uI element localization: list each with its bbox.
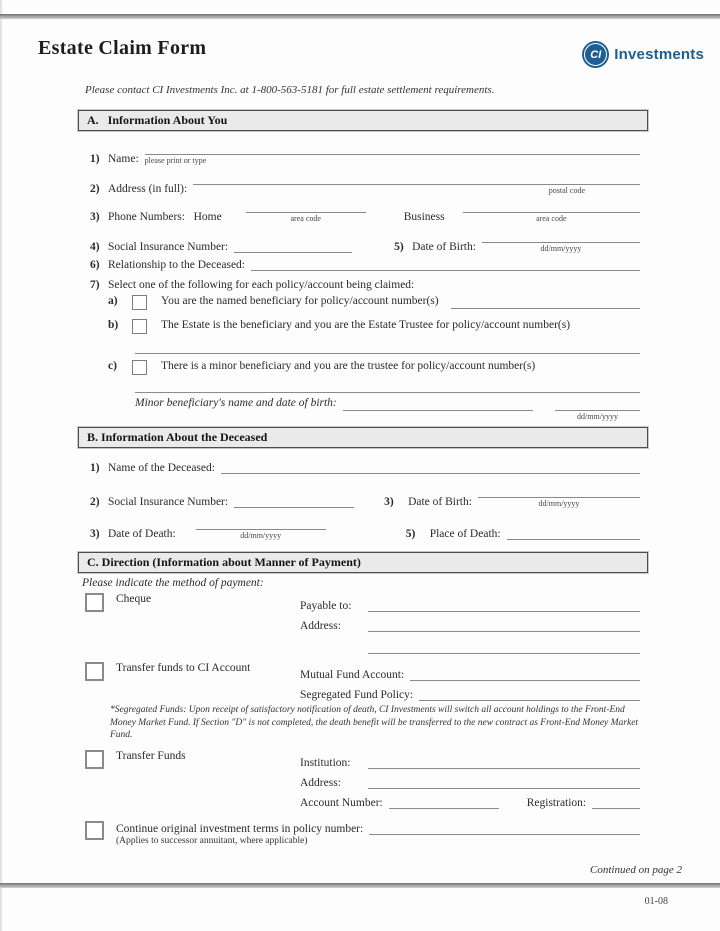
logo-wordmark: Investments bbox=[614, 46, 704, 63]
registration-label: Registration: bbox=[526, 796, 587, 809]
continued-note: Continued on page 2 bbox=[590, 863, 682, 876]
transfer-ci-row bbox=[85, 662, 640, 681]
item-number: 5) bbox=[405, 528, 416, 540]
segregated-fund-input-line[interactable] bbox=[419, 687, 640, 701]
sin-dob-row bbox=[90, 229, 640, 253]
home-phone-input-line[interactable] bbox=[246, 199, 366, 213]
minor-beneficiary-label: Minor beneficiary's name and date of birth: bbox=[135, 397, 337, 409]
mutual-fund-input-line[interactable] bbox=[410, 667, 640, 681]
item-number: 2) bbox=[90, 183, 100, 195]
deceased-name-input-line[interactable] bbox=[221, 460, 640, 474]
cheque-address-input-line[interactable] bbox=[368, 618, 640, 632]
payment-method-instruction: Please indicate the method of payment: bbox=[82, 577, 264, 589]
cheque-row bbox=[85, 593, 640, 612]
item-number: 3) bbox=[90, 528, 100, 540]
form-code: 01-08 bbox=[644, 895, 668, 907]
payable-to-label: Payable to: bbox=[300, 600, 352, 612]
item-number: 2) bbox=[90, 496, 100, 508]
item-number: 5) bbox=[394, 241, 404, 253]
successor-annuitant-note: (Applies to successor annuitant, where applicable) bbox=[116, 835, 308, 846]
transfer-funds-label: Transfer Funds bbox=[116, 749, 186, 762]
option-c-policy-line[interactable] bbox=[135, 379, 640, 393]
deceased-dob-label: Date of Birth: bbox=[408, 496, 472, 508]
place-of-death-label: Place of Death: bbox=[429, 528, 501, 540]
contact-instruction: Please contact CI Investments Inc. at 1-800-563-5181 for full estate settlement requirements. bbox=[85, 84, 495, 96]
option-b-row bbox=[108, 319, 640, 334]
select-intro-row bbox=[90, 279, 640, 291]
date-of-death-input-line[interactable] bbox=[196, 516, 326, 530]
area-code-hint: area code bbox=[290, 214, 321, 223]
date-format-hint: dd/mm/yyyy bbox=[240, 531, 282, 540]
item-number: 3) bbox=[90, 211, 100, 223]
transfer-funds-row bbox=[85, 750, 640, 769]
name-hint: please print or type bbox=[144, 156, 207, 165]
segregated-fund-label: Segregated Fund Policy: bbox=[300, 689, 414, 701]
address-row bbox=[90, 171, 640, 195]
cheque-checkbox[interactable] bbox=[85, 593, 104, 612]
top-divider-bar bbox=[0, 14, 720, 19]
transfer-address-input-line[interactable] bbox=[368, 775, 640, 789]
option-a-row bbox=[108, 295, 640, 311]
option-c-checkbox[interactable] bbox=[132, 360, 147, 375]
deceased-name-row bbox=[90, 460, 640, 474]
dob-label: Date of Birth: bbox=[412, 241, 476, 253]
option-letter: a) bbox=[108, 295, 118, 307]
option-b-checkbox[interactable] bbox=[132, 319, 147, 334]
relationship-row bbox=[90, 257, 640, 271]
institution-label: Institution: bbox=[300, 756, 351, 769]
page-header bbox=[38, 37, 704, 71]
select-instruction: Select one of the following for each policy/account being claimed: bbox=[108, 279, 415, 291]
option-a-policy-line[interactable] bbox=[451, 295, 640, 309]
date-format-hint: dd/mm/yyyy bbox=[538, 499, 580, 508]
transfer-ci-label: Transfer funds to CI Account bbox=[116, 662, 251, 674]
minor-beneficiary-row bbox=[135, 397, 640, 421]
name-input-line[interactable] bbox=[145, 141, 640, 155]
section-c-header: C. Direction (Information about Manner of Payment) bbox=[78, 552, 648, 573]
transfer-funds-checkbox[interactable] bbox=[85, 750, 104, 769]
section-a-header: A. Information About You bbox=[78, 110, 648, 131]
item-number: 3) bbox=[384, 496, 394, 508]
account-number-label: Account Number: bbox=[300, 796, 383, 809]
minor-dob-input-line[interactable] bbox=[555, 397, 640, 411]
date-of-death-label: Date of Death: bbox=[108, 528, 176, 540]
address-label: Address (in full): bbox=[108, 183, 188, 195]
option-a-label: You are the named beneficiary for policy/account number(s) bbox=[161, 295, 439, 307]
account-number-input-line[interactable] bbox=[389, 795, 499, 809]
phone-home-label: Phone Numbers: Home bbox=[108, 211, 222, 223]
cheque-address-label: Address: bbox=[300, 620, 341, 632]
date-format-hint: dd/mm/yyyy bbox=[577, 412, 618, 421]
minor-name-input-line[interactable] bbox=[343, 397, 533, 411]
phone-business-label: Business bbox=[403, 211, 445, 223]
option-c-label: There is a minor beneficiary and you are the trustee for policy/account number(s) bbox=[161, 360, 536, 372]
deceased-dob-input-line[interactable] bbox=[478, 484, 640, 498]
deceased-sin-input-line[interactable] bbox=[234, 494, 354, 508]
registration-input-line[interactable] bbox=[592, 795, 640, 809]
item-number: 1) bbox=[90, 153, 100, 165]
option-letter: c) bbox=[108, 360, 117, 372]
sin-label: Social Insurance Number: bbox=[108, 241, 229, 253]
deceased-name-label: Name of the Deceased: bbox=[108, 462, 215, 474]
continue-terms-checkbox[interactable] bbox=[85, 821, 104, 840]
death-date-place-row bbox=[90, 516, 640, 540]
name-label: Name: bbox=[108, 153, 139, 165]
relationship-label: Relationship to the Deceased: bbox=[108, 259, 246, 271]
mutual-fund-label: Mutual Fund Account: bbox=[300, 669, 405, 681]
ci-logo-icon: CI bbox=[582, 41, 609, 68]
transfer-address-label: Address: bbox=[300, 776, 341, 789]
date-format-hint: dd/mm/yyyy bbox=[540, 244, 582, 253]
bottom-divider-bar bbox=[0, 883, 720, 888]
page-title: Estate Claim Form bbox=[38, 37, 207, 59]
area-code-hint: area code bbox=[536, 214, 567, 223]
cheque-address-input-line-2[interactable] bbox=[368, 640, 640, 654]
continue-policy-input-line[interactable] bbox=[369, 821, 640, 835]
section-b-header: B. Information About the Deceased bbox=[78, 427, 648, 448]
postal-code-hint: postal code bbox=[548, 186, 585, 195]
option-letter: b) bbox=[108, 319, 119, 331]
transfer-ci-checkbox[interactable] bbox=[85, 662, 104, 681]
continue-terms-label: Continue original investment terms in policy number: bbox=[116, 822, 364, 835]
item-number: 1) bbox=[90, 462, 100, 474]
option-b-policy-line[interactable] bbox=[135, 340, 640, 354]
place-of-death-input-line[interactable] bbox=[507, 526, 640, 540]
option-a-checkbox[interactable] bbox=[132, 295, 147, 310]
phone-row bbox=[90, 199, 640, 223]
option-b-label: The Estate is the beneficiary and you are the Estate Trustee for policy/account number(s) bbox=[161, 319, 571, 331]
name-row bbox=[90, 141, 640, 165]
ci-investments-logo bbox=[582, 41, 704, 68]
business-phone-input-line[interactable] bbox=[463, 199, 640, 213]
deceased-sin-label: Social Insurance Number: bbox=[108, 496, 229, 508]
dob-input-line[interactable] bbox=[482, 229, 640, 243]
institution-input-line[interactable] bbox=[368, 755, 640, 769]
item-number: 6) bbox=[90, 259, 100, 271]
deceased-sin-dob-row bbox=[90, 484, 640, 508]
item-number: 7) bbox=[90, 279, 100, 291]
continue-terms-row bbox=[85, 821, 640, 846]
relationship-input-line[interactable] bbox=[251, 257, 640, 271]
item-number: 4) bbox=[90, 241, 100, 253]
option-c-row bbox=[108, 360, 640, 375]
sin-input-line[interactable] bbox=[234, 239, 352, 253]
payable-to-input-line[interactable] bbox=[368, 598, 640, 612]
address-input-line[interactable] bbox=[193, 171, 640, 185]
segregated-funds-footnote: *Segregated Funds: Upon receipt of satisfactory notification of death, CI Investments will switch all account holdings to the Front-End Money Market Fund. If Section "D" is not completed, the death benefit will be transferred to the new contract as Front-End Money Market Fund. bbox=[110, 705, 639, 740]
cheque-label: Cheque bbox=[116, 593, 152, 605]
